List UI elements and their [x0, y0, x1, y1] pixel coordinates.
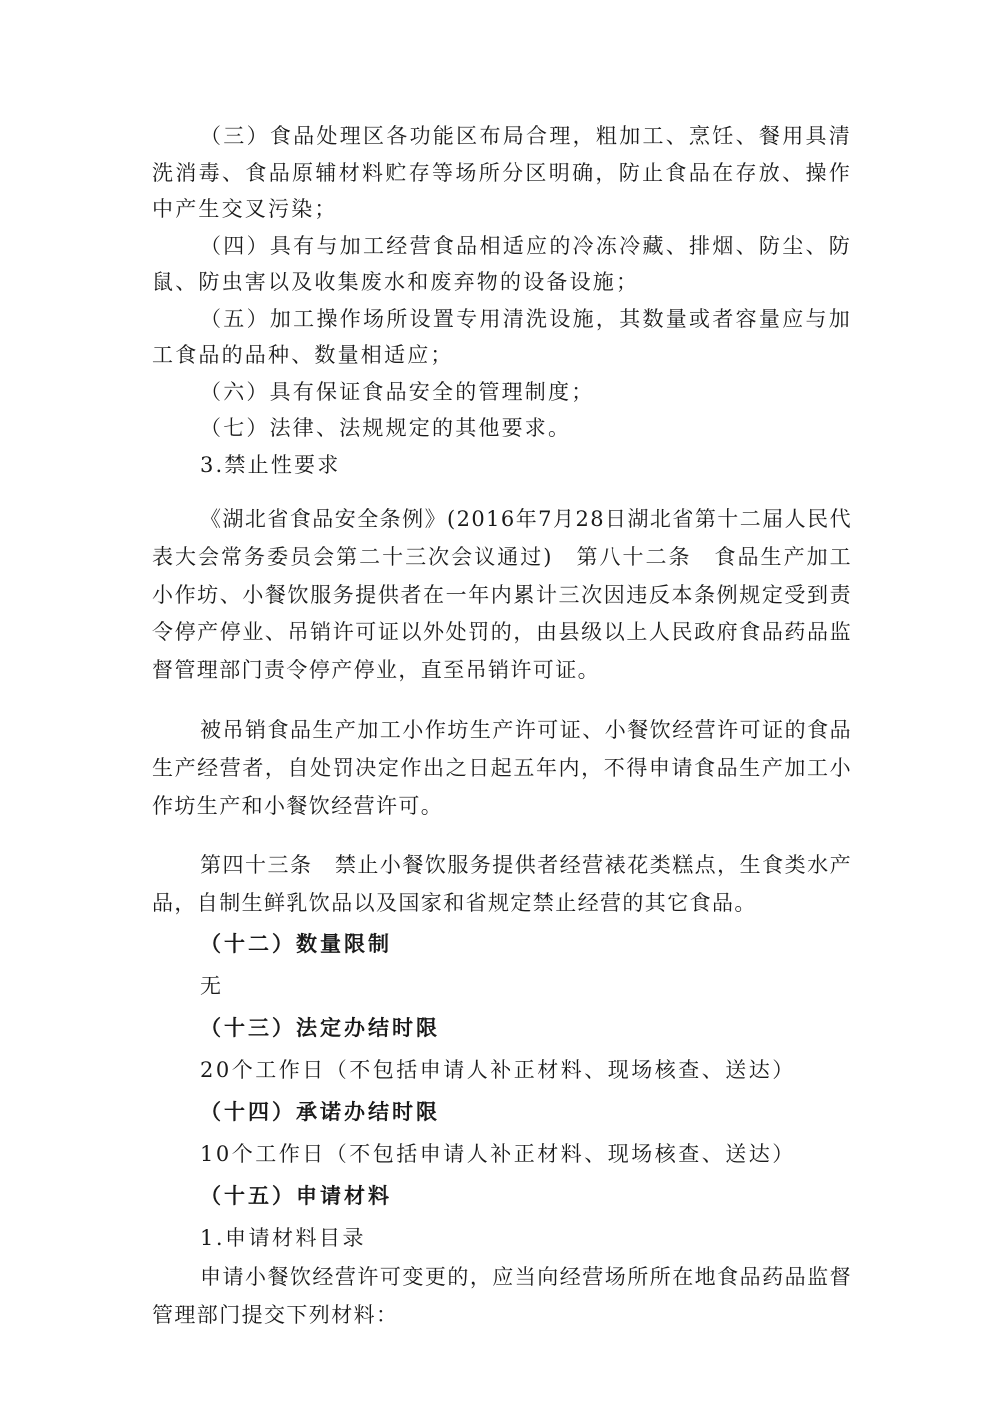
requirement-item-7: （七）法律、法规规定的其他要求。 [200, 416, 572, 440]
section-13-heading: （十三）法定办结时限 [200, 1014, 440, 1040]
requirement-item-5: （五）加工操作场所设置专用清洗设施，其数量或者容量应与加工食品的品种、数量相适应； [152, 306, 852, 367]
section-13-value: 20个工作日（不包括申请人补正材料、现场核查、送达） [200, 1057, 796, 1082]
prohibition-subheading: 3.禁止性要求 [200, 452, 341, 477]
document-body [152, 118, 852, 1335]
section-15-subheading: 1.申请材料目录 [200, 1225, 367, 1250]
revoked-license-paragraph: 被吊销食品生产加工小作坊生产许可证、小餐饮经营许可证的食品生产经营者，自处罚决定作出之日起五年内，不得申请食品生产加工小作坊生产和小餐饮经营许可。 [152, 717, 852, 818]
article-43-paragraph: 第四十三条 禁止小餐饮服务提供者经营裱花类糕点，生食类水产品，自制生鲜乳饮品以及国家和省规定禁止经营的其它食品。 [152, 853, 852, 916]
regulation-paragraph: 《湖北省食品安全条例》(2016年7月28日湖北省第十二届人民代表大会常务委员会第二十三次会议通过) 第八十二条 食品生产加工小作坊、小餐饮服务提供者在一年内累计三次因违反本条例规定受到责令停产停业、吊销许可证以外处罚的，由县级以上人民政府食品药品监督管理部门责令停产停业，直至吊销许可证。 [152, 507, 852, 683]
section-12-value: 无 [200, 973, 224, 998]
section-12-heading: （十二）数量限制 [200, 930, 392, 956]
requirement-item-3: （三）食品处理区各功能区布局合理，粗加工、烹饪、餐用具清洗消毒、食品原辅材料贮存等场所分区明确，防止食品在存放、操作中产生交叉污染； [152, 124, 852, 221]
section-14-heading: （十四）承诺办结时限 [200, 1098, 440, 1124]
section-15-intro: 申请小餐饮经营许可变更的，应当向经营场所所在地食品药品监督管理部门提交下列材料： [152, 1264, 852, 1327]
section-14-value: 10个工作日（不包括申请人补正材料、现场核查、送达） [200, 1141, 796, 1166]
section-15-heading: （十五）申请材料 [200, 1182, 392, 1208]
requirement-item-4: （四）具有与加工经营食品相适应的冷冻冷藏、排烟、防尘、防鼠、防虫害以及收集废水和废弃物的设备设施； [152, 233, 852, 294]
requirement-item-6: （六）具有保证食品安全的管理制度； [200, 379, 595, 404]
